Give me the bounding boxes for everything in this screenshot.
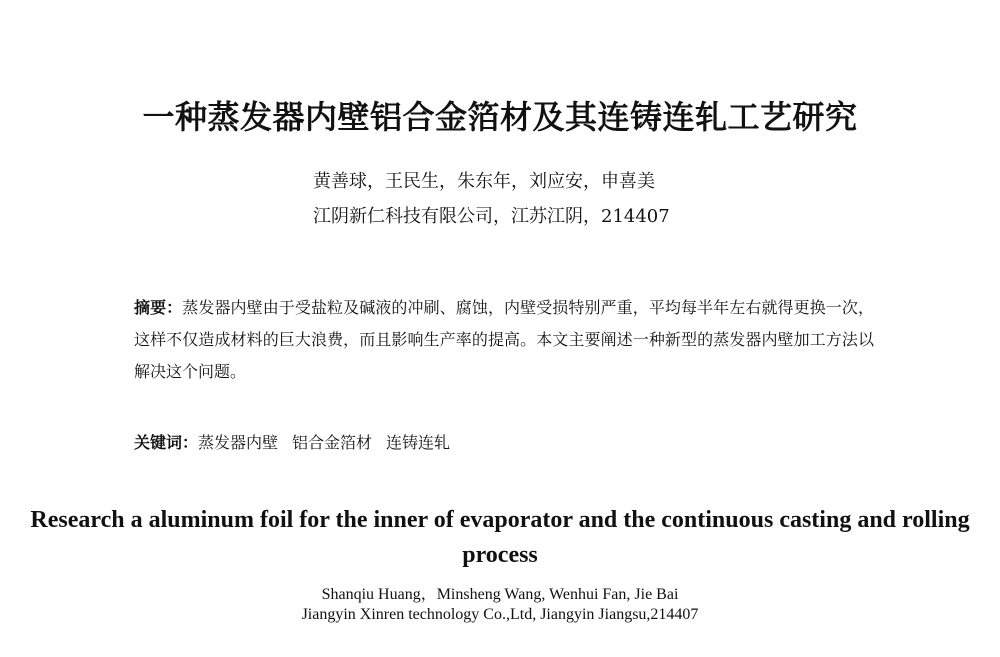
english-authors: Shanqiu Huang，Minsheng Wang, Wenhui Fan, Jie Bai [321,586,679,603]
keywords-block [134,430,464,453]
english-title: Research a aluminum foil for the inner of evaporator and the continuous casting and rolling process [30,507,970,568]
keyword-item: 蒸发器内壁 [198,433,279,452]
keyword-item: 连铸连轧 [386,433,451,452]
keyword-item: 铝合金箔材 [292,433,373,452]
chinese-authors: 黄善球，王民生，朱东年，刘应安，申喜美 [313,171,655,192]
english-affiliation: Jiangyin Xinren technology Co.,Ltd, Jiangyin Jiangsu,214407 [301,606,699,623]
abstract-block [134,292,874,388]
chinese-title: 一种蒸发器内壁铝合金箔材及其连铸连轧工艺研究 [142,98,858,136]
chinese-affiliation: 江阴新仁科技有限公司，江苏江阴，214407 [313,206,670,227]
abstract-text: 蒸发器内壁由于受盐粒及碱液的冲刷、腐蚀，内壁受损特别严重，平均每半年左右就得更换一次，这样不仅造成材料的巨大浪费，而且影响生产率的提高。本文主要阐述一种新型的蒸发器内壁加工方法以解决这个问题。 [134,298,874,381]
abstract-label: 摘要： [134,298,183,317]
keywords-label: 关键词： [134,433,199,452]
